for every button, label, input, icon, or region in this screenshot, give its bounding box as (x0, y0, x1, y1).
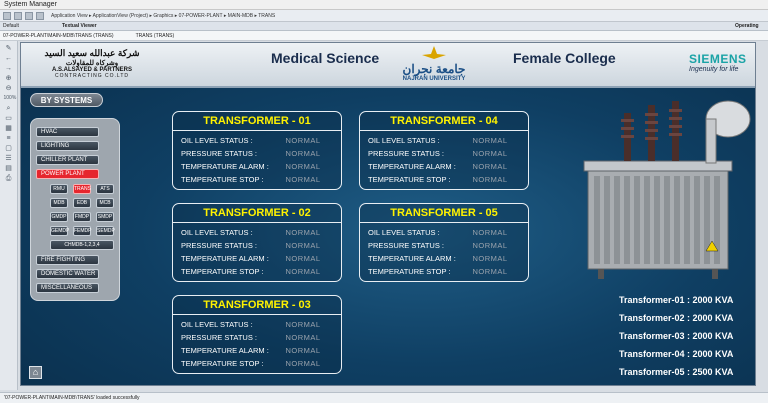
transformer-title: TRANSFORMER - 05 (360, 204, 528, 223)
forward-button[interactable] (14, 12, 22, 20)
edb-button[interactable]: EDB (73, 198, 91, 208)
temp-stop-value: NORMAL (472, 175, 508, 184)
rating-transformer-01: Transformer-01 : 2000 KVA (619, 295, 734, 305)
rmu-button[interactable]: RMU (50, 184, 68, 194)
breadcrumb[interactable]: Application View ▸ ApplicationView (Project) ▸ Graphics ▸ 07-POWER-PLANT ▸ MAIN-MDB ▸ TRANS (51, 12, 276, 19)
header-right-title: Female College (513, 50, 616, 66)
transformer-title: TRANSFORMER - 01 (173, 112, 341, 131)
zoom-in-icon[interactable]: ⊕ (5, 75, 12, 82)
transformer-title: TRANSFORMER - 02 (173, 204, 341, 223)
transformer-title: TRANSFORMER - 03 (173, 296, 341, 315)
rating-transformer-03: Transformer-03 : 2000 KVA (619, 331, 734, 341)
path-bar (0, 31, 768, 41)
oil-level-value: NORMAL (285, 320, 321, 329)
transformer-title: TRANSFORMER - 04 (360, 112, 528, 131)
transformer-card (359, 111, 529, 190)
temp-stop-label: TEMPERATURE STOP : (368, 175, 451, 184)
home-icon[interactable]: ⌂ (29, 366, 42, 379)
rating-transformer-04: Transformer-04 : 2000 KVA (619, 349, 734, 359)
doc-icon[interactable]: ▤ (5, 165, 12, 172)
oil-level-label: OIL LEVEL STATUS : (181, 136, 253, 145)
pressure-value: NORMAL (472, 241, 508, 250)
temp-alarm-label: TEMPERATURE ALARM : (181, 346, 269, 355)
graphic-tab[interactable]: TRANS (TRANS) (135, 33, 175, 39)
hvac-button[interactable]: HVAC (36, 127, 99, 137)
temp-alarm-value: NORMAL (285, 162, 321, 171)
rating-transformer-05: Transformer-05 : 2500 KVA (619, 367, 734, 377)
pressure-value: NORMAL (285, 333, 321, 342)
zoom-out-icon[interactable]: ⊖ (5, 85, 12, 92)
oil-level-value: NORMAL (472, 136, 508, 145)
temp-alarm-label: TEMPERATURE ALARM : (181, 254, 269, 263)
default-view-label[interactable]: Default (3, 23, 19, 29)
power-plant-button[interactable]: POWER PLANT (36, 169, 99, 179)
mdb-button[interactable]: MDB (50, 198, 68, 208)
temp-stop-value: NORMAL (285, 359, 321, 368)
graphic-canvas (20, 42, 756, 386)
siemens-logo: SIEMENS (689, 52, 747, 66)
company-name-en: A.S.ALSAYED & PARTNERS (51, 67, 132, 73)
pressure-value: NORMAL (472, 149, 508, 158)
ratings-list (619, 291, 753, 381)
temp-alarm-label: TEMPERATURE ALARM : (368, 162, 456, 171)
temp-alarm-value: NORMAL (472, 254, 508, 263)
grid-icon[interactable]: ▦ (5, 125, 12, 132)
layers-icon[interactable]: ≡ (6, 135, 11, 142)
ats-button[interactable]: ATS (96, 184, 114, 194)
oil-level-label: OIL LEVEL STATUS : (181, 320, 253, 329)
company-logo (29, 48, 155, 82)
home-nav-button[interactable] (25, 12, 33, 20)
siemens-tagline: Ingenuity for life (689, 66, 739, 73)
pressure-label: PRESSURE STATUS : (181, 333, 257, 342)
navigation-bar (0, 10, 768, 22)
temp-stop-label: TEMPERATURE STOP : (181, 359, 264, 368)
textual-viewer-tab[interactable]: Textual Viewer (62, 23, 97, 29)
oil-level-label: OIL LEVEL STATUS : (368, 228, 440, 237)
domestic-water-button[interactable]: DOMESTIC WATER (36, 269, 99, 279)
by-systems-button[interactable]: BY SYSTEMS (30, 93, 103, 107)
view-button[interactable] (36, 12, 44, 20)
pressure-label: PRESSURE STATUS : (181, 149, 257, 158)
temp-stop-label: TEMPERATURE STOP : (181, 175, 264, 184)
transformer-card (172, 111, 342, 190)
temp-stop-value: NORMAL (285, 175, 321, 184)
operating-mode-label[interactable]: Operating (735, 23, 759, 29)
pressure-value: NORMAL (285, 241, 321, 250)
temp-stop-value: NORMAL (285, 267, 321, 276)
zoom-level: 100% (3, 95, 17, 101)
pressure-value: NORMAL (285, 149, 321, 158)
chmdb-button[interactable]: CHMDB-1,2,3,4 (50, 240, 114, 250)
fmdp-button[interactable]: FMDP (74, 214, 90, 220)
temp-stop-label: TEMPERATURE STOP : (368, 267, 451, 276)
transformer-card (172, 203, 342, 282)
pressure-label: PRESSURE STATUS : (368, 241, 444, 250)
transformer-card (172, 295, 342, 374)
company-name-ar: شركة عبدالله سعيد السيد (44, 48, 140, 58)
back-arrow-icon[interactable]: ← (5, 55, 12, 62)
mcb-button[interactable]: MCB (96, 198, 114, 208)
transformer-illustration (558, 91, 756, 286)
print-icon[interactable]: ⎙ (5, 175, 12, 182)
pressure-label: PRESSURE STATUS : (181, 241, 257, 250)
university-name-en: NAJRAN UNIVERSITY (402, 76, 466, 82)
rating-transformer-02: Transformer-02 : 2000 KVA (619, 313, 734, 323)
oil-level-value: NORMAL (285, 136, 321, 145)
temp-stop-label: TEMPERATURE STOP : (181, 267, 264, 276)
pen-icon[interactable]: ✎ (5, 45, 12, 52)
graphic-path: 07-POWER-PLANT\MAIN-MDB\TRANS (TRANS) (3, 33, 114, 39)
header-banner (21, 43, 756, 88)
gmdp-button[interactable]: GMDP (51, 214, 67, 220)
femdp-button[interactable]: FEMDP (74, 228, 92, 234)
temp-alarm-label: TEMPERATURE ALARM : (181, 162, 269, 171)
miscellaneous-button[interactable]: MISCELLANEOUS (36, 283, 99, 293)
smdp-button[interactable]: SMDP (97, 214, 113, 220)
temp-alarm-label: TEMPERATURE ALARM : (368, 254, 456, 263)
gemdp-button[interactable]: GEMDP (51, 228, 70, 234)
temp-alarm-value: NORMAL (285, 346, 321, 355)
fire-fighting-button[interactable]: FIRE FIGHTING (36, 255, 99, 265)
temp-alarm-value: NORMAL (285, 254, 321, 263)
fit-icon[interactable]: ▭ (5, 115, 12, 122)
back-button[interactable] (3, 12, 11, 20)
temp-stop-value: NORMAL (472, 267, 508, 276)
lighting-button[interactable]: LIGHTING (36, 141, 99, 151)
pressure-label: PRESSURE STATUS : (368, 149, 444, 158)
select-icon[interactable]: ▢ (5, 145, 12, 152)
oil-level-label: OIL LEVEL STATUS : (368, 136, 440, 145)
window-title: System Manager (0, 0, 768, 10)
systems-panel (30, 118, 120, 301)
company-subtitle: CONTRACTING CO.LTD (54, 73, 130, 79)
university-emblem-icon (419, 46, 449, 60)
semdp-button[interactable]: SEMDP (97, 228, 115, 234)
list-icon[interactable]: ☰ (5, 155, 12, 162)
temp-alarm-value: NORMAL (472, 162, 508, 171)
view-bar (0, 22, 768, 31)
status-bar: '07-POWER-PLANT\MAIN-MDB\TRANS' loaded successfully (0, 392, 768, 403)
university-logo (399, 46, 469, 86)
trans-button[interactable]: TRANS (74, 186, 91, 192)
chiller-plant-button[interactable]: CHILLER PLANT (36, 155, 99, 165)
transformer-card (359, 203, 529, 282)
header-left-title: Medical Science (271, 50, 380, 66)
magnifier-icon[interactable]: ⌕ (6, 105, 11, 112)
forward-arrow-icon[interactable]: → (5, 65, 12, 72)
oil-level-value: NORMAL (472, 228, 508, 237)
oil-level-label: OIL LEVEL STATUS : (181, 228, 253, 237)
company-name-ar2: وشركاه للمقاولات (65, 60, 119, 67)
left-toolbar (0, 41, 18, 390)
oil-level-value: NORMAL (285, 228, 321, 237)
university-name-ar: جامعة نجران (402, 62, 466, 76)
